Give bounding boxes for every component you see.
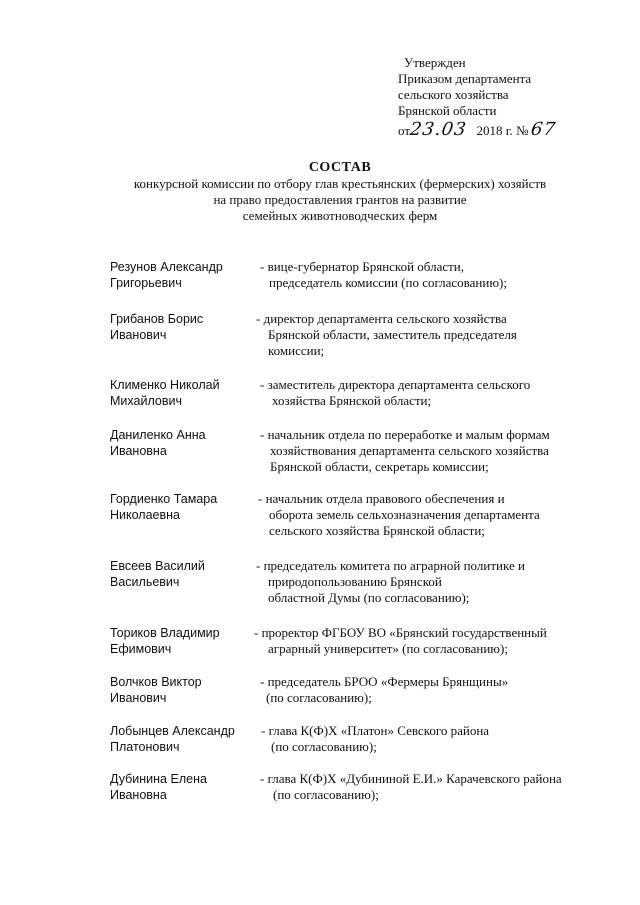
role-line: - глава К(Ф)Х «Дубининой Е.И.» Карачевского района — [260, 771, 562, 786]
role-line: - председатель БРОО «Фермеры Брянщины» — [260, 674, 509, 689]
member-patronymic: Ивановна — [110, 788, 167, 802]
role-line: - директор департамента сельского хозяйства — [256, 311, 507, 326]
member-role — [260, 771, 562, 803]
member-name — [110, 377, 258, 409]
member-surname-given: Гордиенко Тамара — [110, 492, 218, 506]
member-surname-given: Ториков Владимир — [110, 626, 220, 640]
member-patronymic: Иванович — [110, 328, 167, 342]
approval-line: Приказом департамента — [398, 71, 532, 86]
member-patronymic: Михайлович — [110, 394, 182, 408]
member-name — [110, 771, 258, 803]
member-role — [256, 311, 517, 359]
member-surname-given: Дубинина Елена — [110, 772, 207, 786]
member-surname-given: Евсеев Василий — [110, 559, 205, 573]
role-line: хозяйства Брянской области; — [272, 393, 432, 408]
approval-line: Утвержден — [404, 55, 466, 70]
role-line: Брянской области, заместитель председателя — [268, 327, 517, 342]
member-patronymic: Николаевна — [110, 508, 180, 522]
date-prefix: от — [398, 123, 411, 138]
member-role — [261, 723, 489, 755]
approval-date-line — [398, 119, 628, 140]
member-patronymic: Иванович — [110, 691, 167, 705]
subtitle-line: конкурсной комиссии по отбору глав крестьянских (фермерских) хозяйств — [133, 176, 547, 191]
member-role — [254, 625, 547, 657]
role-line: - глава К(Ф)Х «Платон» Севского района — [261, 723, 490, 738]
member-patronymic: Ивановна — [110, 444, 167, 458]
role-line: оборота земель сельхозназначения департамента — [269, 507, 540, 522]
approval-block — [398, 55, 628, 139]
role-line: аграрный университет» (по согласованию); — [268, 641, 508, 656]
subtitle-line: на право предоставления грантов на развитие — [213, 192, 467, 207]
member-name — [110, 259, 258, 291]
role-line: (по согласованию); — [266, 690, 372, 705]
member-name — [110, 674, 258, 706]
member-patronymic: Платонович — [110, 740, 180, 754]
member-name — [110, 723, 258, 755]
role-line: (по согласованию); — [273, 787, 379, 802]
member-surname-given: Клименко Николай — [110, 378, 220, 392]
member-surname-given: Резунов Александр — [110, 260, 223, 274]
handwritten-date: 23.03 — [408, 119, 469, 140]
role-line: Брянской области, секретарь комиссии; — [270, 459, 489, 474]
member-role — [260, 377, 530, 409]
role-line: - вице-губернатор Брянской области, — [260, 259, 464, 274]
role-line: - проректор ФГБОУ ВО «Брянский государственный — [254, 625, 547, 640]
member-name — [110, 311, 258, 343]
approval-line: Брянской области — [398, 103, 497, 118]
document-subtitle — [60, 176, 620, 224]
role-line: (по согласованию); — [271, 739, 377, 754]
role-line: природопользованию Брянской — [268, 574, 442, 589]
member-patronymic: Ефимович — [110, 642, 172, 656]
member-role — [260, 674, 508, 706]
role-line: хозяйствования департамента сельского хозяйства — [270, 443, 549, 458]
role-line: сельского хозяйства Брянской области; — [269, 523, 485, 538]
member-name — [110, 427, 258, 459]
year-number-label: 2018 г. № — [476, 123, 529, 138]
handwritten-number: 67 — [529, 119, 558, 140]
role-line: - начальник отдела правового обеспечения и — [258, 491, 505, 506]
member-surname-given: Лобынцев Александр — [110, 724, 235, 738]
role-line: председатель комиссии (по согласованию); — [269, 275, 507, 290]
document-heading — [60, 160, 620, 224]
member-role — [260, 427, 550, 475]
role-line: областной Думы (по согласованию); — [268, 590, 470, 605]
role-line: - заместитель директора департамента сельского — [260, 377, 531, 392]
role-line: - председатель комитета по аграрной политике и — [256, 558, 525, 573]
member-surname-given: Волчков Виктор — [110, 675, 202, 689]
member-surname-given: Даниленко Анна — [110, 428, 206, 442]
member-role — [256, 558, 525, 606]
approval-line: сельского хозяйства — [398, 87, 509, 102]
member-name — [110, 625, 258, 657]
member-surname-given: Грибанов Борис — [110, 312, 204, 326]
member-role — [260, 259, 507, 291]
role-line: - начальник отдела по переработке и малым формам — [260, 427, 550, 442]
member-role — [258, 491, 540, 539]
member-patronymic: Васильевич — [110, 575, 180, 589]
member-name — [110, 558, 258, 590]
document-title: СОСТАВ — [308, 160, 372, 175]
role-line: комиссии; — [268, 343, 325, 358]
member-name — [110, 491, 258, 523]
subtitle-line: семейных животноводческих ферм — [242, 208, 438, 223]
member-patronymic: Григорьевич — [110, 276, 182, 290]
